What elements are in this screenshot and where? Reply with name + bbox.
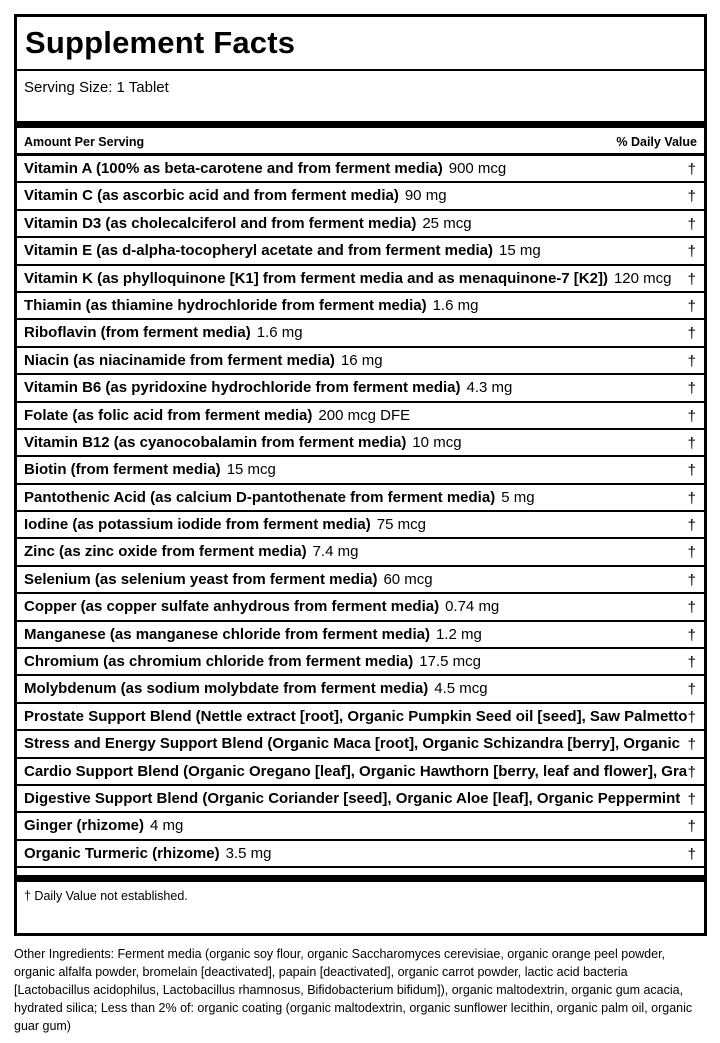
table-row bbox=[17, 594, 704, 621]
daily-value-dagger: † bbox=[687, 161, 696, 178]
nutrient-label: Stress and Energy Support Blend (Organic Maca [root], Organic Schizandra [berry], Organic bbox=[24, 735, 680, 753]
nutrient-label: Vitamin B12 (as cyanocobalamin from ferment media) bbox=[24, 433, 407, 451]
table-row bbox=[17, 539, 704, 566]
table-row bbox=[17, 731, 704, 758]
daily-value-dagger: † bbox=[687, 599, 696, 617]
daily-value-dagger: † bbox=[687, 790, 696, 808]
nutrient-line bbox=[24, 379, 512, 396]
nutrient-line bbox=[24, 242, 541, 259]
nutrient-label: Manganese (as manganese chloride from ferment media) bbox=[24, 625, 430, 643]
nutrient-amount: 1.6 mg bbox=[256, 324, 303, 342]
nutrient-amount: 0.74 mg bbox=[445, 598, 500, 616]
table-row bbox=[17, 512, 704, 539]
nutrient-label: Prostate Support Blend (Nettle extract [root], Organic Pumpkin Seed oil [seed], Saw Palmetto bbox=[24, 707, 688, 725]
daily-value-dagger: † bbox=[687, 325, 696, 343]
daily-value-dagger: † bbox=[687, 654, 696, 672]
table-row bbox=[17, 759, 704, 786]
nutrient-label: Vitamin B6 (as pyridoxine hydrochloride from ferment media) bbox=[24, 379, 461, 397]
nutrient-label: Digestive Support Blend (Organic Coriander [seed], Organic Aloe [leaf], Organic Peppermint bbox=[24, 789, 681, 807]
nutrient-line bbox=[24, 845, 271, 862]
daily-value-dagger: † bbox=[687, 297, 696, 315]
daily-value-dagger: † bbox=[687, 571, 696, 589]
nutrient-amount: 4 mg bbox=[150, 817, 184, 835]
nutrient-line bbox=[24, 653, 481, 670]
table-row bbox=[17, 238, 704, 265]
nutrient-label: Selenium (as selenium yeast from ferment media) bbox=[24, 570, 378, 588]
table-row bbox=[17, 704, 704, 731]
nutrient-amount: 25 mcg bbox=[422, 214, 472, 232]
table-row bbox=[17, 622, 704, 649]
nutrient-line bbox=[24, 516, 426, 533]
nutrient-line bbox=[24, 817, 183, 834]
table-row bbox=[17, 266, 704, 293]
daily-value-dagger: † bbox=[687, 681, 696, 699]
daily-value-dagger: † bbox=[687, 380, 696, 398]
table-row bbox=[17, 293, 704, 320]
table-row bbox=[17, 676, 704, 703]
nutrient-amount: 4.5 mcg bbox=[434, 680, 488, 698]
other-ingredients: Other Ingredients: Ferment media (organic soy flour, organic Saccharomyces cerevisiae, organic orange peel powder, organic alfalfa powder, bromelain [deactivated], papain [deactivated], organic carrot powder, lactic acid bacteria [Lactobacillus acidophilus, Lactobacillus rhamnosus, Bifidobacterium bifidum]), organic maltodextrin, organic gum acacia, hydrated silica; Less than 2% of: organic coating (organic maltodextrin, organic sunflower lecithin, organic palm oil, organic guar gum) bbox=[14, 947, 693, 1033]
nutrient-amount: 900 mcg bbox=[448, 160, 507, 177]
nutrient-label: Thiamin (as thiamine hydrochloride from ferment media) bbox=[24, 296, 427, 314]
daily-value-dagger: † bbox=[687, 407, 696, 425]
table-row bbox=[17, 348, 704, 375]
panel-title: Supplement Facts bbox=[25, 25, 296, 60]
daily-value-dagger: † bbox=[687, 434, 696, 452]
table-row bbox=[17, 567, 704, 594]
daily-value-header: % Daily Value bbox=[616, 135, 697, 149]
nutrient-label: Riboflavin (from ferment media) bbox=[24, 324, 251, 342]
nutrient-amount: 15 mg bbox=[499, 242, 541, 260]
nutrient-label: Vitamin K (as phylloquinone [K1] from ferment media and as menaquinone-7 [K2]) bbox=[24, 269, 608, 287]
nutrient-label: Iodine (as potassium iodide from ferment media) bbox=[24, 516, 371, 534]
nutrient-line bbox=[24, 187, 447, 204]
daily-value-dagger: † bbox=[687, 215, 696, 233]
divider bbox=[17, 69, 704, 71]
nutrient-label: Chromium (as chromium chloride from ferment media) bbox=[24, 653, 414, 671]
nutrient-line bbox=[24, 708, 693, 725]
nutrient-line bbox=[24, 489, 535, 506]
nutrient-label: Ginger (rhizome) bbox=[24, 817, 145, 835]
nutrient-amount: 1.6 mg bbox=[432, 296, 479, 314]
nutrient-line bbox=[24, 297, 478, 314]
nutrient-line bbox=[24, 461, 276, 478]
nutrient-line bbox=[24, 598, 499, 615]
nutrient-amount: 120 mcg bbox=[613, 269, 672, 287]
nutrient-label: Copper (as copper sulfate anhydrous from ferment media) bbox=[24, 598, 440, 616]
nutrient-amount: 200 mcg DFE bbox=[318, 406, 411, 424]
nutrient-amount: 5 mg bbox=[501, 488, 535, 506]
nutrient-amount: 90 mg bbox=[404, 187, 447, 205]
nutrient-amount: 15 mcg bbox=[226, 461, 276, 479]
footnote: † Daily Value not established. bbox=[24, 889, 188, 903]
table-row bbox=[17, 430, 704, 457]
nutrient-line bbox=[24, 543, 358, 560]
nutrient-label: Vitamin D3 (as cholecalciferol and from ferment media) bbox=[24, 214, 417, 232]
table-row bbox=[17, 320, 704, 347]
nutrient-line bbox=[24, 571, 433, 588]
nutrient-label: Vitamin C (as ascorbic acid and from ferment media) bbox=[24, 187, 399, 205]
nutrient-amount: 10 mcg bbox=[412, 433, 462, 451]
table-row bbox=[17, 485, 704, 512]
nutrient-table bbox=[17, 156, 704, 868]
daily-value-dagger: † bbox=[687, 352, 696, 370]
daily-value-dagger: † bbox=[687, 708, 696, 726]
daily-value-dagger: † bbox=[687, 489, 696, 507]
nutrient-label: Niacin (as niacinamide from ferment media) bbox=[24, 351, 335, 369]
table-row bbox=[17, 813, 704, 840]
nutrient-line bbox=[24, 790, 686, 807]
supplement-facts-panel bbox=[14, 14, 707, 936]
nutrient-line bbox=[24, 324, 303, 341]
table-row bbox=[17, 211, 704, 238]
amount-per-serving-header: Amount Per Serving bbox=[24, 135, 145, 149]
thick-divider-bottom bbox=[17, 875, 704, 882]
nutrient-label: Zinc (as zinc oxide from ferment media) bbox=[24, 543, 307, 561]
nutrient-line bbox=[24, 160, 506, 177]
nutrient-amount: 17.5 mcg bbox=[419, 653, 481, 671]
nutrient-amount: 4.3 mg bbox=[466, 379, 513, 397]
table-row bbox=[17, 841, 704, 868]
nutrient-label: Pantothenic Acid (as calcium D-pantothenate from ferment media) bbox=[24, 488, 496, 506]
table-row bbox=[17, 403, 704, 430]
nutrient-label: Biotin (from ferment media) bbox=[24, 461, 221, 479]
daily-value-dagger: † bbox=[687, 736, 696, 754]
daily-value-dagger: † bbox=[687, 243, 696, 261]
nutrient-label: Folate (as folic acid from ferment media) bbox=[24, 406, 313, 424]
nutrient-label: Vitamin A (100% as beta-carotene and from ferment media) bbox=[24, 160, 443, 177]
nutrient-label: Vitamin E (as d-alpha-tocopheryl acetate and from ferment media) bbox=[24, 242, 493, 260]
nutrient-amount: 16 mg bbox=[340, 351, 383, 369]
nutrient-line bbox=[24, 680, 488, 697]
table-row bbox=[17, 375, 704, 402]
nutrient-label: Cardio Support Blend (Organic Oregano [leaf], Organic Hawthorn [berry, leaf and flower], Gra bbox=[24, 762, 688, 780]
table-row bbox=[17, 786, 704, 813]
daily-value-dagger: † bbox=[687, 845, 696, 863]
daily-value-dagger: † bbox=[687, 763, 696, 781]
daily-value-dagger: † bbox=[687, 517, 696, 535]
daily-value-dagger: † bbox=[687, 626, 696, 644]
daily-value-dagger: † bbox=[687, 188, 696, 206]
serving-size: Serving Size: 1 Tablet bbox=[24, 79, 169, 96]
nutrient-amount: 1.2 mg bbox=[435, 625, 482, 643]
table-row bbox=[17, 457, 704, 484]
nutrient-line bbox=[24, 735, 686, 752]
nutrient-amount: 7.4 mg bbox=[312, 543, 359, 561]
nutrient-amount: 75 mcg bbox=[376, 516, 426, 534]
daily-value-dagger: † bbox=[687, 270, 696, 288]
thick-divider bbox=[17, 121, 704, 128]
daily-value-dagger: † bbox=[687, 818, 696, 836]
nutrient-label: Molybdenum (as sodium molybdate from ferment media) bbox=[24, 680, 429, 698]
nutrient-amount: 60 mcg bbox=[383, 570, 433, 588]
nutrient-line bbox=[24, 270, 672, 287]
nutrient-label: Organic Turmeric (rhizome) bbox=[24, 844, 220, 862]
table-row bbox=[17, 649, 704, 676]
nutrient-line bbox=[24, 434, 462, 451]
nutrient-line bbox=[24, 215, 472, 232]
table-row bbox=[17, 156, 704, 183]
table-row bbox=[17, 183, 704, 210]
nutrient-line bbox=[24, 626, 482, 643]
nutrient-line bbox=[24, 407, 410, 424]
nutrient-amount: 3.5 mg bbox=[225, 844, 272, 862]
nutrient-line bbox=[24, 763, 693, 780]
daily-value-dagger: † bbox=[687, 462, 696, 480]
nutrient-line bbox=[24, 352, 383, 369]
daily-value-dagger: † bbox=[687, 544, 696, 562]
